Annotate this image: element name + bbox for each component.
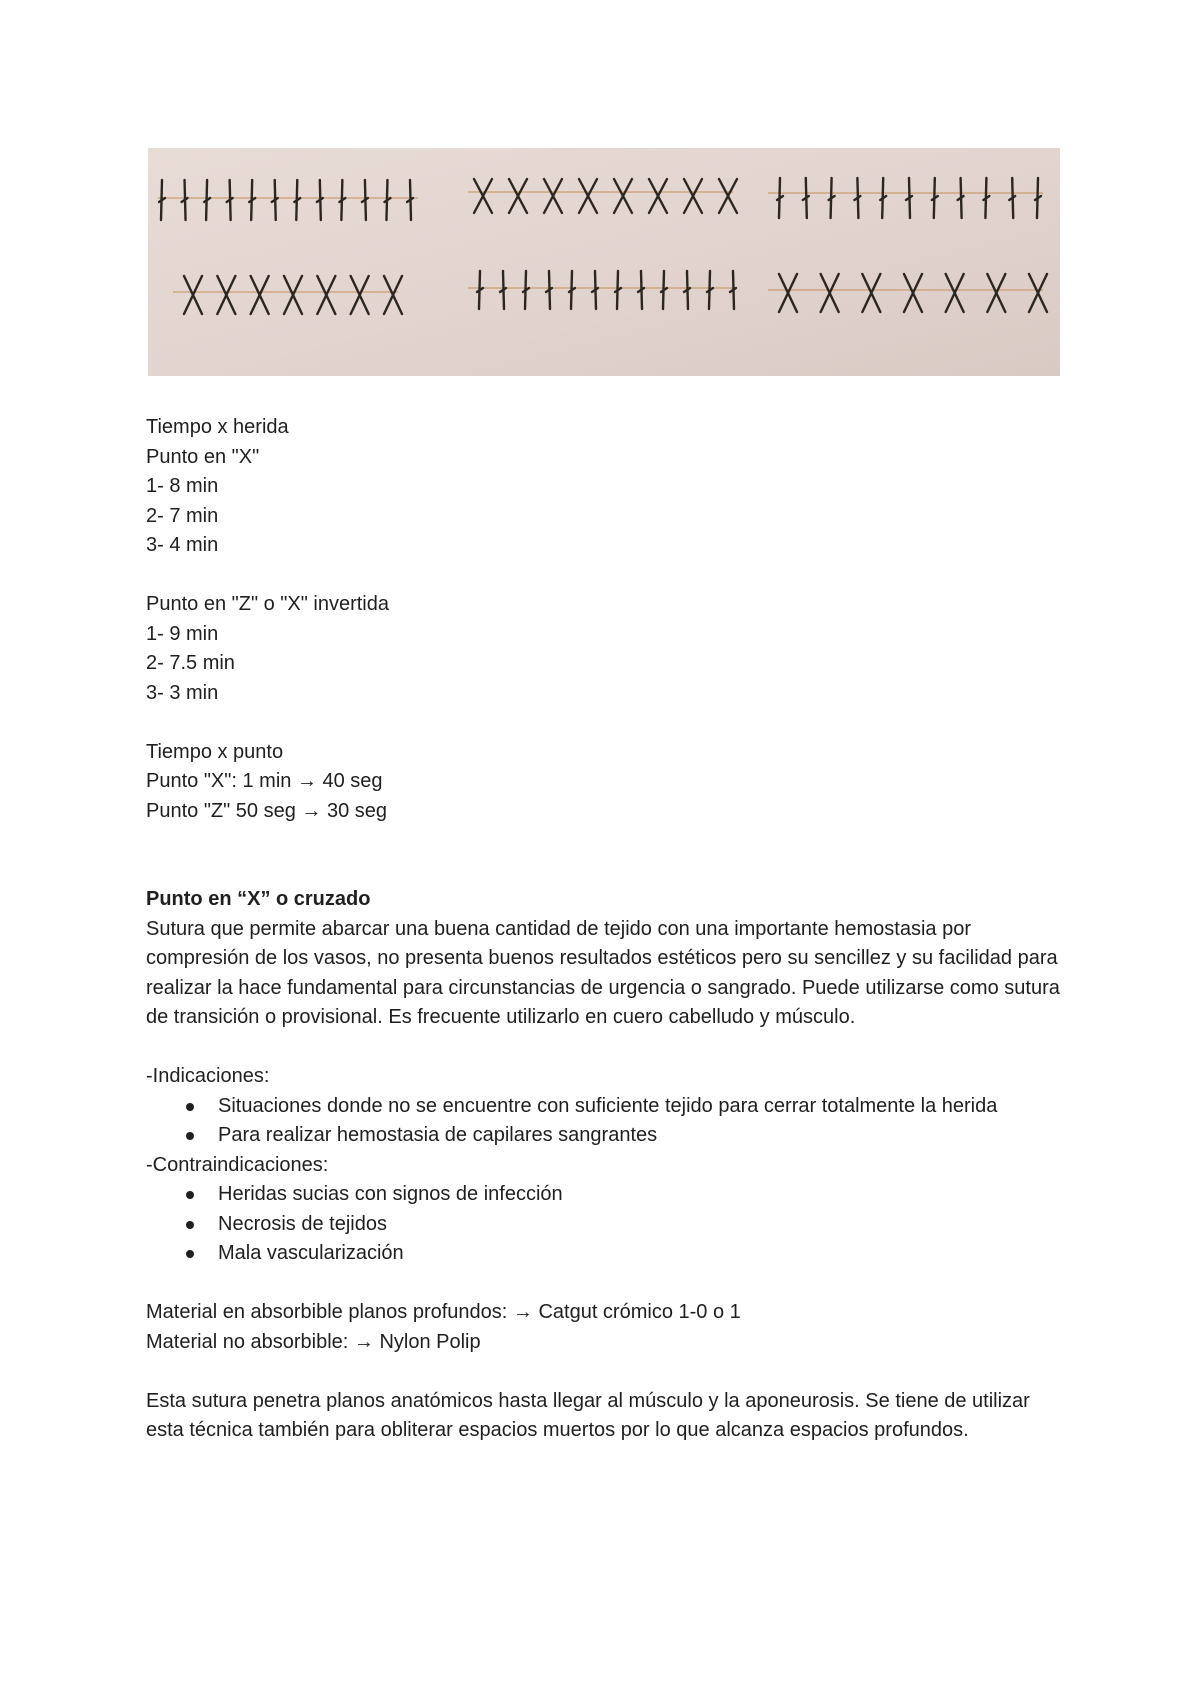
closing-paragraph: Esta sutura penetra planos anatómicos hasta llegar al músculo y la aponeurosis. Se tiene de utilizar esta técnica también para obliterar espacios muertos por lo que alcanza espacios profundos. bbox=[146, 1389, 1030, 1441]
stitch-time-x: Punto "X": 1 min → 40 seg bbox=[146, 770, 383, 792]
material-non-absorbable: Material no absorbible: → Nylon Polip bbox=[146, 1330, 481, 1353]
section-title: Punto en “X” o cruzado bbox=[146, 888, 371, 910]
document-text bbox=[146, 413, 1066, 1446]
x-stitch-time-1: 1- 8 min bbox=[146, 475, 219, 497]
suture-samples-photo bbox=[148, 148, 1060, 376]
indications-label: -Indicaciones: bbox=[146, 1065, 270, 1087]
indication-item: Para realizar hemostasia de capilares sangrantes bbox=[218, 1121, 1066, 1151]
x-stitch-time-2: 2- 7 min bbox=[146, 504, 219, 527]
contraindication-item: Necrosis de tejidos bbox=[218, 1210, 1066, 1240]
contraindications-label: -Contraindicaciones: bbox=[146, 1153, 329, 1176]
contraindication-item: Mala vascularización bbox=[218, 1239, 1066, 1269]
contraindications-list bbox=[146, 1180, 1066, 1269]
x-stitch-heading: Punto en "X" bbox=[146, 445, 260, 468]
x-stitch-time-3: 3- 4 min bbox=[146, 534, 219, 556]
indications-list bbox=[146, 1092, 1066, 1151]
times-per-stitch-title: Tiempo x punto bbox=[146, 740, 284, 763]
section-description: Sutura que permite abarcar una buena cantidad de tejido con una importante hemostasia por compresión de los vasos, no presenta buenos resultados estéticos pero su sencillez y su facilidad para realizar la hace fundamental para circunstancias de urgencia o sangrado. Puede utilizarse como sutura de transición o provisional. Es frecuente utilizarlo en cuero cabelludo y músculo. bbox=[146, 917, 1060, 1028]
z-stitch-time-1: 1- 9 min bbox=[146, 622, 219, 645]
contraindication-item: Heridas sucias con signos de infección bbox=[218, 1180, 1066, 1210]
z-stitch-time-2: 2- 7.5 min bbox=[146, 652, 235, 674]
times-per-wound-title: Tiempo x herida bbox=[146, 416, 289, 438]
z-stitch-time-3: 3- 3 min bbox=[146, 681, 219, 704]
z-stitch-heading: Punto en "Z" o "X" invertida bbox=[146, 593, 389, 615]
fabric-background bbox=[148, 148, 1060, 376]
stitch-time-z: Punto "Z" 50 seg → 30 seg bbox=[146, 799, 388, 822]
material-absorbable: Material en absorbible planos profundos: → Catgut crómico 1-0 o 1 bbox=[146, 1301, 741, 1323]
indication-item: Situaciones donde no se encuentre con suficiente tejido para cerrar totalmente la herida bbox=[218, 1092, 1066, 1122]
